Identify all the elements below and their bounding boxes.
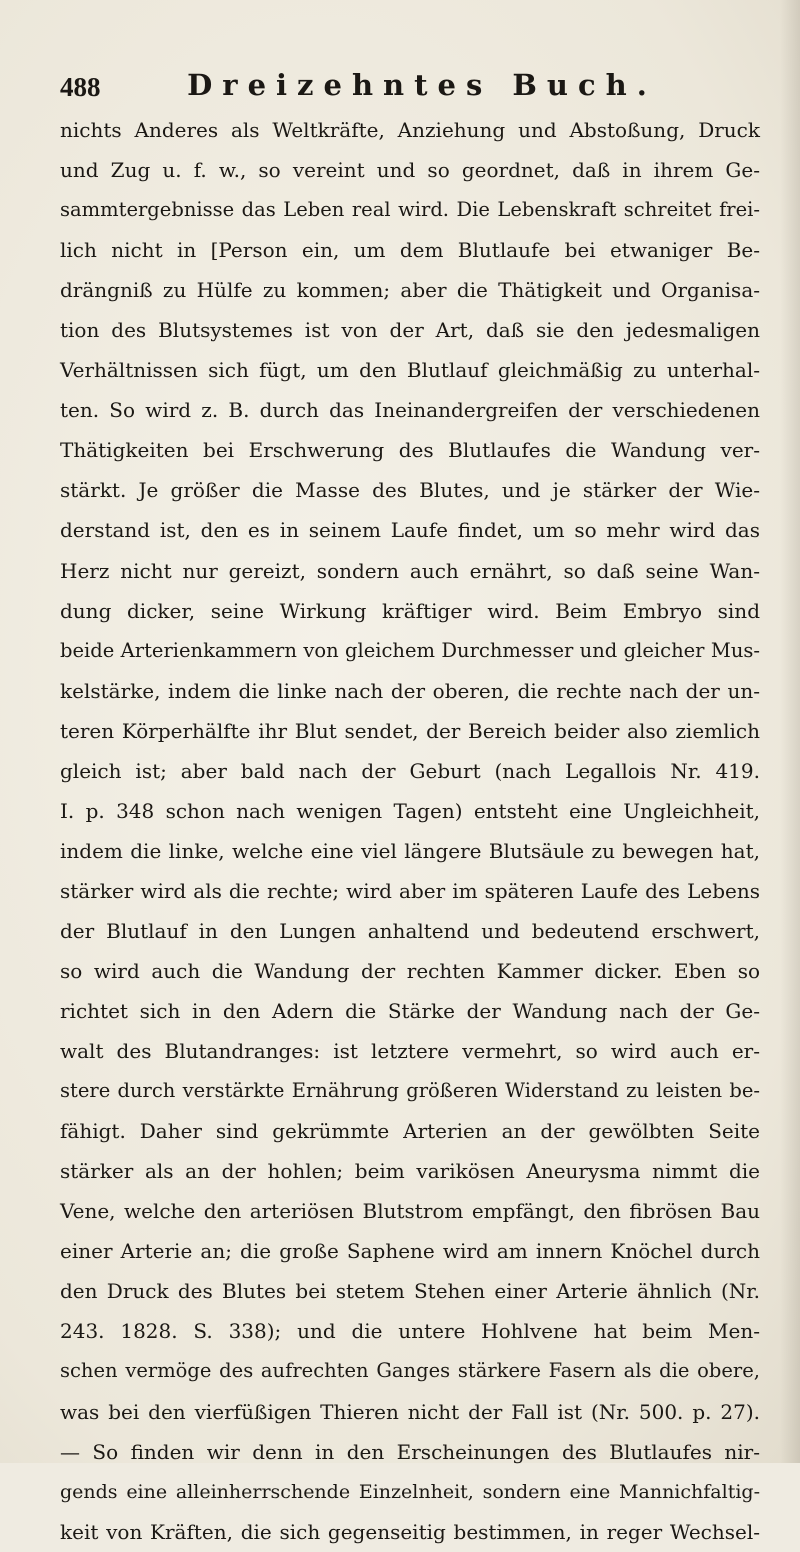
text-line: der Blutlauf in den Lungen anhaltend und bedeutend erschwert, — [60, 918, 760, 943]
text-line: gleich ist; aber bald nach der Geburt (nach Legallois Nr. 419. — [60, 758, 760, 783]
text-line: gends eine alleinherrschende Einzelnheit, sondern eine Mannichfaltig- — [60, 1480, 760, 1503]
text-line: den Druck des Blutes bei stetem Stehen einer Arterie ähnlich (Nr. — [60, 1279, 760, 1304]
running-title: Dreizehntes Buch. — [187, 68, 657, 102]
text-line: stärker wird als die rechte; wird aber im späteren Laufe des Lebens — [60, 878, 760, 903]
text-line: drängniß zu Hülfe zu kommen; aber die Thätigkeit und Organisa- — [60, 278, 760, 303]
text-line: und Zug u. f. w., so vereint und so geordnet, daß in ihrem Ge- — [60, 158, 760, 183]
text-line: Verhältnissen sich fügt, um den Blutlauf gleichmäßig zu unterhal- — [60, 358, 760, 383]
text-line: schen vermöge des aufrechten Ganges stärkere Fasern als die obere, — [60, 1359, 760, 1383]
text-line: walt des Blutandranges: ist letztere vermehrt, so wird auch er- — [60, 1039, 760, 1064]
text-line: Thätigkeiten bei Erschwerung des Blutlaufes die Wandung ver- — [60, 438, 760, 463]
text-line: — So finden wir denn in den Erscheinungen des Blutlaufes nir- — [60, 1439, 760, 1464]
page-number: 488 — [60, 72, 101, 102]
text-line: stärker als an der hohlen; beim varikösen Aneurysma nimmt die — [60, 1159, 760, 1184]
text-line: kelstärke, indem die linke nach der oberen, die rechte nach der un- — [60, 678, 760, 703]
text-line: lich nicht in [Person ein, um dem Blutlaufe bei etwaniger Be- — [60, 238, 760, 263]
text-line: was bei den vierfüßigen Thieren nicht der Fall ist (Nr. 500. p. 27). — [60, 1399, 760, 1424]
page-header — [52, 64, 758, 112]
text-line: teren Körperhälfte ihr Blut sendet, der Bereich beider also ziemlich — [60, 718, 760, 743]
text-line: Vene, welche den arteriösen Blutstrom empfängt, den fibrösen Bau — [60, 1199, 760, 1224]
text-line: fähigt. Daher sind gekrümmte Arterien an der gewölbten Seite — [60, 1119, 760, 1144]
text-line: dung dicker, seine Wirkung kräftiger wird. Beim Embryo sind — [60, 598, 760, 623]
text-line: keit von Kräften, die sich gegenseitig bestimmen, in reger Wechsel- — [60, 1519, 760, 1544]
text-line: indem die linke, welche eine viel längere Blutsäule zu bewegen hat, — [60, 838, 760, 863]
text-line: stere durch verstärkte Ernährung größeren Widerstand zu leisten be- — [60, 1079, 760, 1103]
text-line: tion des Blutsystemes ist von der Art, daß sie den jedesmaligen — [60, 318, 760, 343]
text-line: I. p. 348 schon nach wenigen Tagen) entsteht eine Ungleichheit, — [60, 798, 760, 823]
text-line: derstand ist, den es in seinem Laufe findet, um so mehr wird das — [60, 518, 760, 543]
text-line: Herz nicht nur gereizt, sondern auch ernährt, so daß seine Wan- — [60, 558, 760, 583]
text-line: nichts Anderes als Weltkräfte, Anziehung und Abstoßung, Druck — [60, 118, 760, 142]
text-line: ten. So wird z. B. durch das Ineinandergreifen der verschiedenen — [60, 398, 760, 423]
body-text — [60, 110, 760, 1552]
text-line: beide Arterienkammern von gleichem Durchmesser und gleicher Mus- — [60, 638, 760, 662]
text-line: richtet sich in den Adern die Stärke der Wandung nach der Ge- — [60, 999, 760, 1024]
text-line: stärkt. Je größer die Masse des Blutes, und je stärker der Wie- — [60, 478, 760, 503]
text-line: einer Arterie an; die große Saphene wird am innern Knöchel durch — [60, 1239, 760, 1264]
text-line: sammtergebnisse das Leben real wird. Die Lebenskraft schreitet frei- — [60, 198, 760, 222]
text-line: so wird auch die Wandung der rechten Kammer dicker. Eben so — [60, 958, 760, 983]
page-edge-shadow — [780, 0, 800, 1463]
text-line: 243. 1828. S. 338); und die untere Hohlvene hat beim Men- — [60, 1319, 760, 1344]
